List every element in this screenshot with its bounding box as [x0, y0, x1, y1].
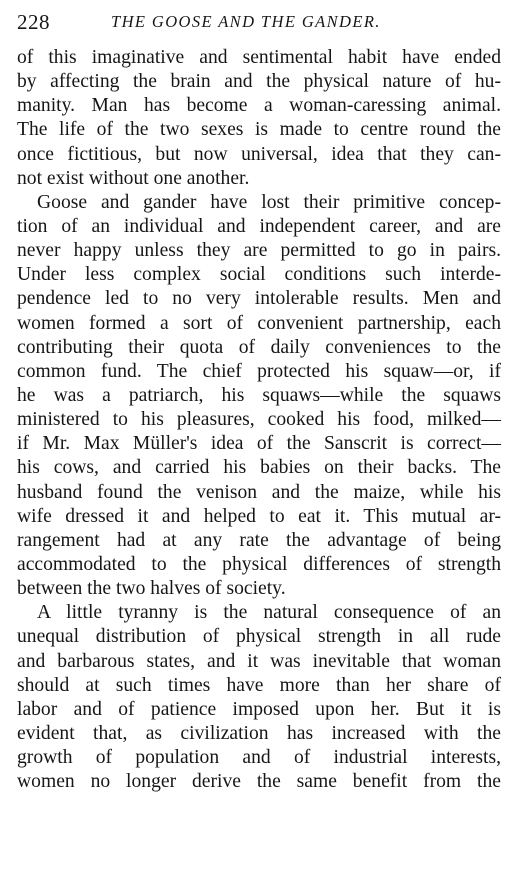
text-line: Goose and gander have lost their primitive concep-	[37, 191, 501, 213]
text-line: women no longer derive the same benefit from the	[17, 771, 501, 793]
text-line: husband found the venison and the maize, while his	[17, 481, 501, 503]
running-title: THE GOOSE AND THE GANDER.	[111, 12, 381, 31]
text-line: A little tyranny is the natural consequence of an	[37, 602, 501, 624]
text-line: should at such times have more than her share of	[17, 674, 501, 696]
text-line: women formed a sort of convenient partnership, each	[17, 312, 501, 334]
text-line: manity. Man has become a woman-caressing animal.	[17, 95, 501, 117]
text-line: between the two halves of society.	[17, 578, 286, 600]
text-line: his cows, and carried his babies on their backs. The	[17, 457, 501, 479]
text-line: common fund. The chief protected his squaw—or, if	[17, 360, 501, 382]
text-line: rangement had at any rate the advantage of being	[17, 529, 501, 551]
text-line: growth of population and of industrial interests,	[17, 747, 501, 769]
text-line: wife dressed it and helped to eat it. This mutual ar-	[17, 505, 501, 527]
text-line: contributing their quota of daily conveniences to the	[17, 336, 501, 358]
text-line: if Mr. Max Müller's idea of the Sanscrit is correct—	[17, 433, 501, 455]
text-line: ministered to his pleasures, cooked his food, milked—	[17, 409, 501, 431]
text-line: by affecting the brain and the physical nature of hu-	[17, 71, 501, 93]
text-line: Under less complex social conditions such interde-	[17, 264, 501, 286]
text-line: not exist without one another.	[17, 167, 250, 189]
text-line: tion of an individual and independent career, and are	[17, 215, 501, 237]
body-text	[17, 46, 501, 794]
text-line: unequal distribution of physical strength in all rude	[17, 626, 501, 648]
text-line: of this imaginative and sentimental habit have ended	[17, 47, 501, 68]
text-line: once fictitious, but now universal, idea that they can-	[17, 143, 501, 165]
paragraph-2	[17, 191, 501, 601]
text-line: The life of the two sexes is made to centre round the	[17, 119, 501, 141]
text-line: labor and of patience imposed upon her. But it is	[17, 698, 501, 720]
book-page	[17, 0, 501, 884]
text-line: pendence led to no very intolerable results. Men and	[17, 288, 501, 310]
text-line: never happy unless they are permitted to go in pairs.	[17, 240, 501, 262]
text-line: accommodated to the physical differences of strength	[17, 553, 501, 575]
text-line: evident that, as civilization has increased with the	[17, 722, 501, 744]
paragraph-3	[17, 601, 501, 794]
paragraph-1	[17, 46, 501, 191]
page-number: 228	[17, 10, 50, 34]
running-head	[17, 0, 501, 46]
text-line: and barbarous states, and it was inevitable that woman	[17, 650, 501, 672]
text-line: he was a patriarch, his squaws—while the squaws	[17, 384, 501, 406]
